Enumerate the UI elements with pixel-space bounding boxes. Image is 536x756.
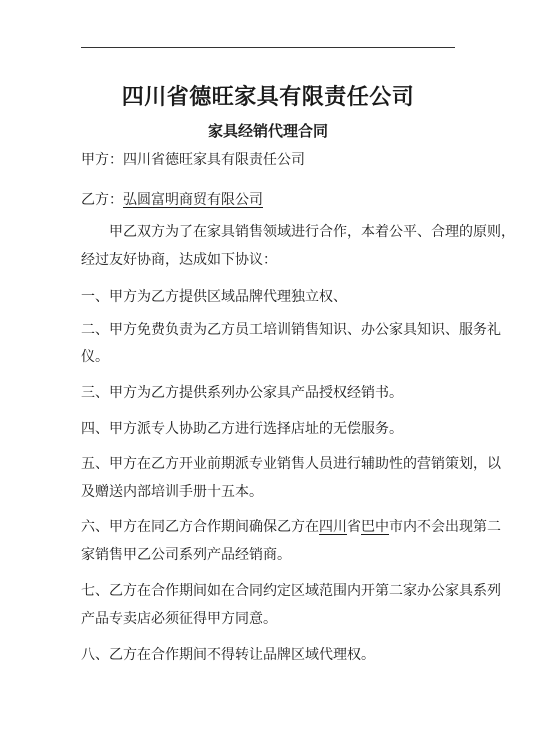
clause-7-line-2: 产品专卖店必须征得甲方同意。	[81, 611, 277, 627]
clause-2-line-2: 仪。	[81, 349, 109, 365]
clause-6-city: 巴中	[361, 519, 389, 535]
clause-4: 四、甲方派专人协助乙方进行选择店址的无偿服务。	[81, 421, 403, 437]
clause-6-text-c: 市内不会出现第二	[389, 519, 501, 535]
clause-2-line-1: 二、甲方免费负责为乙方员工培训销售知识、办公家具知识、服务礼	[81, 322, 501, 338]
contract-subtitle: 家具经销代理合同	[207, 122, 328, 140]
clause-3: 三、甲方为乙方提供系列办公家具产品授权经销书。	[81, 385, 403, 401]
clause-6-text-a: 六、甲方在同乙方合作期间确保乙方在	[81, 519, 319, 535]
clause-6-line-1	[81, 519, 501, 535]
clause-7-line-1: 七、乙方在合作期间如在合同约定区域范围内开第二家办公家具系列	[81, 583, 501, 599]
clause-6-line-2: 家销售甲乙公司系列产品经销商。	[81, 547, 291, 563]
clause-1: 一、甲方为乙方提供区域品牌代理独立权、	[81, 289, 347, 305]
intro-line-2: 经过友好协商，达成如下协议：	[81, 252, 277, 268]
party-a-label: 甲方：	[81, 152, 123, 168]
clause-5-line-2: 及赠送内部培训手册十五本。	[81, 484, 263, 500]
clause-5-line-1: 五、甲方在乙方开业前期派专业销售人员进行辅助性的营销策划，以	[81, 456, 501, 472]
party-b-line	[81, 193, 461, 207]
party-b-label: 乙方：	[81, 192, 123, 208]
clause-8: 八、乙方在合作期间不得转让品牌区域代理权。	[81, 647, 375, 663]
clause-6-province: 四川	[319, 519, 347, 535]
intro-line-1: 甲乙双方为了在家具销售领域进行合作，本着公平、合理的原则，	[109, 224, 515, 240]
party-b-name: 弘圆富明商贸有限公司	[123, 192, 263, 208]
party-a-name: 四川省德旺家具有限责任公司	[123, 152, 305, 168]
party-a-line	[81, 153, 461, 167]
company-title: 四川省德旺家具有限责任公司	[121, 85, 415, 110]
clause-6-text-b: 省	[347, 519, 361, 535]
header-rule	[81, 47, 455, 48]
